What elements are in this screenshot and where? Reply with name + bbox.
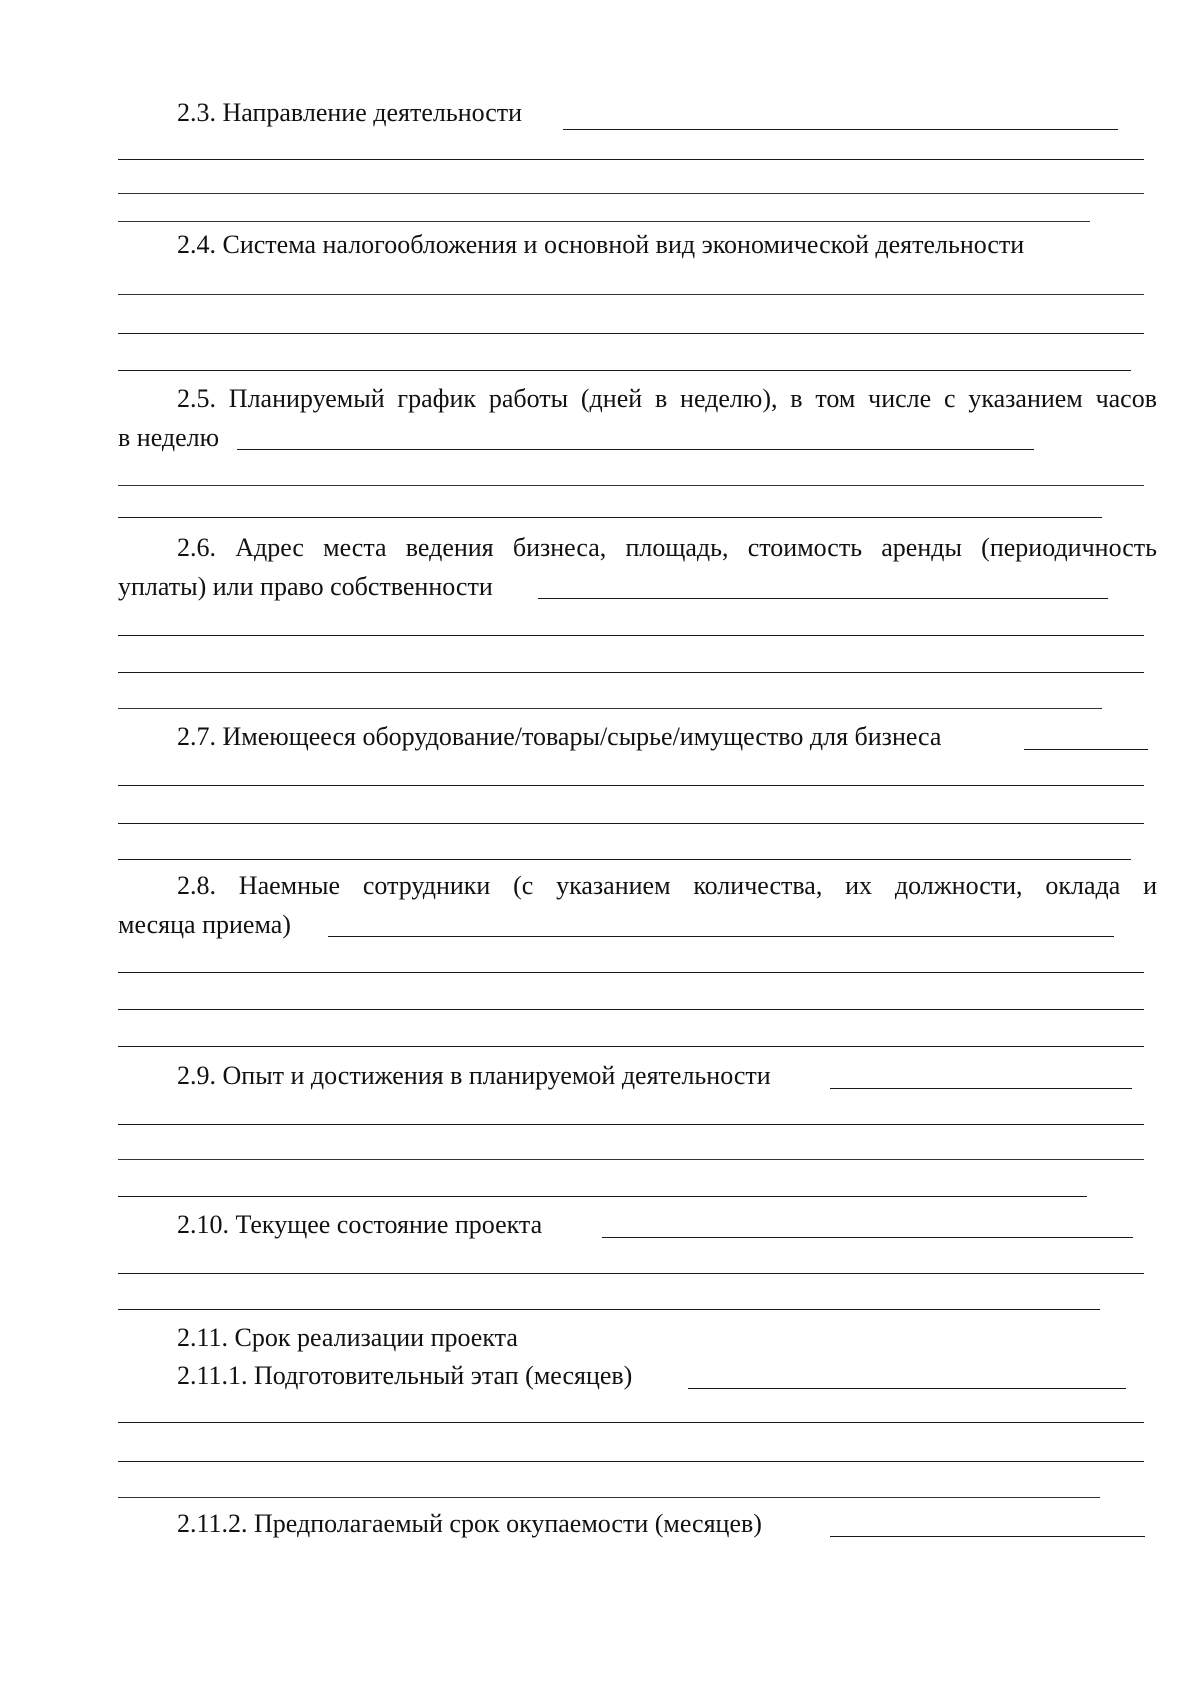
section-2-4-label: 2.4. Система налогообложения и основной вид экономической деятельности	[177, 230, 1025, 259]
section-2-5-input-line[interactable]	[237, 449, 1034, 450]
section-2-8-line-c[interactable]	[118, 1046, 1144, 1047]
section-2-5-line-b[interactable]	[118, 517, 1102, 518]
section-2-5-line-2: в неделю	[118, 423, 220, 452]
section-2-10-input-line[interactable]	[602, 1237, 1133, 1238]
section-2-11-2-label: 2.11.2. Предполагаемый срок окупаемости (месяцев)	[177, 1509, 762, 1538]
section-2-10-line-a[interactable]	[118, 1273, 1144, 1274]
section-2-9-line-c[interactable]	[118, 1196, 1087, 1197]
section-2-9-label: 2.9. Опыт и достижения в планируемой деятельности	[177, 1061, 771, 1090]
section-2-8-line-a[interactable]	[118, 972, 1144, 973]
section-2-3-line-2[interactable]	[118, 193, 1144, 194]
section-2-11-2-input-line[interactable]	[830, 1536, 1145, 1537]
section-2-6-line-b[interactable]	[118, 672, 1144, 673]
section-2-10-label: 2.10. Текущее состояние проекта	[177, 1210, 543, 1239]
section-2-4-line-2[interactable]	[118, 333, 1144, 334]
section-2-8-line-b[interactable]	[118, 1009, 1144, 1010]
section-2-4-line-1[interactable]	[118, 294, 1144, 295]
section-2-3-line-3[interactable]	[118, 221, 1090, 222]
section-2-11-1-line-a[interactable]	[118, 1422, 1144, 1423]
section-2-11-1-label: 2.11.1. Подготовительный этап (месяцев)	[177, 1361, 633, 1390]
section-2-8-line-2: месяца приема)	[118, 910, 291, 939]
section-2-7-label: 2.7. Имеющееся оборудование/товары/сырье/имущество для бизнеса	[177, 722, 942, 751]
section-2-3-label: 2.3. Направление деятельности	[177, 98, 523, 127]
section-2-7-input-line[interactable]	[1024, 749, 1148, 750]
section-2-9-line-a[interactable]	[118, 1124, 1144, 1125]
section-2-9-input-line[interactable]	[830, 1088, 1132, 1089]
section-2-6-line-2: уплаты) или право собственности	[118, 572, 493, 601]
section-2-6-line-1: 2.6. Адрес места ведения бизнеса, площадь, стоимость аренды (периодичность	[177, 533, 1157, 562]
section-2-11-1-input-line[interactable]	[688, 1388, 1126, 1389]
section-2-11-1-line-c[interactable]	[118, 1497, 1100, 1498]
section-2-3-line-1[interactable]	[118, 159, 1144, 160]
section-2-5-line-1: 2.5. Планируемый график работы (дней в неделю), в том числе с указанием часов	[177, 384, 1157, 413]
section-2-7-line-c[interactable]	[118, 859, 1131, 860]
section-2-8-input-line[interactable]	[328, 936, 1114, 937]
section-2-6-input-line[interactable]	[538, 598, 1108, 599]
section-2-9-line-b[interactable]	[118, 1159, 1144, 1160]
section-2-10-line-b[interactable]	[118, 1309, 1100, 1310]
section-2-8-line-1: 2.8. Наемные сотрудники (с указанием количества, их должности, оклада и	[177, 871, 1157, 900]
section-2-6-line-c[interactable]	[118, 708, 1102, 709]
section-2-3-input-line[interactable]	[563, 129, 1118, 130]
section-2-4-line-3[interactable]	[118, 370, 1131, 371]
section-2-11-1-line-b[interactable]	[118, 1461, 1144, 1462]
section-2-5-line-a[interactable]	[118, 485, 1144, 486]
section-2-7-line-b[interactable]	[118, 823, 1144, 824]
section-2-11-label: 2.11. Срок реализации проекта	[177, 1323, 518, 1352]
section-2-7-line-a[interactable]	[118, 785, 1144, 786]
section-2-6-line-a[interactable]	[118, 635, 1144, 636]
